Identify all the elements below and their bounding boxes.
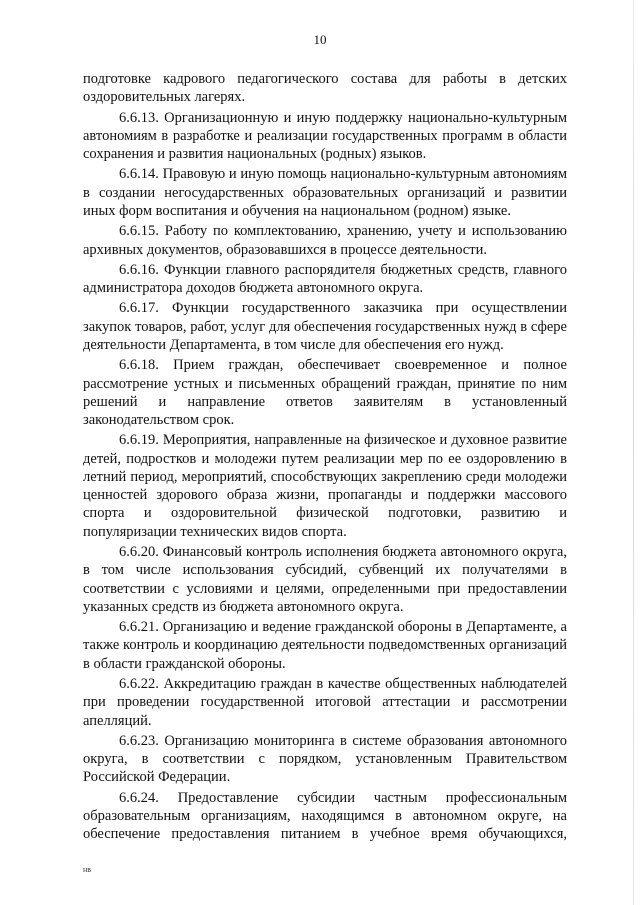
- paragraph-6-6-21: 6.6.21. Организацию и ведение гражданской обороны в Департаменте, а также контроль и координацию деятельности подведомственных организаций в области гражданской обороны.: [83, 619, 567, 672]
- document-body: [83, 70, 567, 846]
- paragraph-6-6-22: 6.6.22. Аккредитацию граждан в качестве общественных наблюдателей при проведении государственной итоговой аттестации и рассмотрении апелляций.: [83, 676, 567, 729]
- paragraph-6-6-20: 6.6.20. Финансовый контроль исполнения бюджета автономного округа, в том числе использования субсидий, субвенций их получателями в соответствии с условиями и целями, определенными при предоставлении указанных средств из бюджета автономного округа.: [83, 544, 567, 615]
- paragraph-6-6-16: 6.6.16. Функции главного распорядителя бюджетных средств, главного администратора доходов бюджета автономного округа.: [83, 261, 567, 297]
- paragraph-6-6-18: 6.6.18. Прием граждан, обеспечивает своевременное и полное рассмотрение устных и письменных обращений граждан, принятие по ним решений и направление ответов заявителям в установленный законодательством срок.: [83, 357, 567, 429]
- paragraph-6-6-24: 6.6.24. Предоставление субсидии частным профессиональным образовательным организациям, находящимся в автономном округе, на обеспечение предоставления питанием в учебное время обучающихся,: [83, 789, 567, 843]
- paragraph-6-6-23: 6.6.23. Организацию мониторинга в системе образования автономного округа, в соответствии с порядком, установленным Правительством Российской Федерации.: [83, 732, 567, 786]
- paragraph-6-6-13: 6.6.13. Организационную и иную поддержку национально-культурным автономиям в разработке и реализации государственных программ в области сохранения и развития национальных (родных) языков.: [83, 109, 567, 163]
- footer-initials: нв: [83, 865, 92, 874]
- paragraph-continuation: подготовке кадрового педагогического состава для работы в детских оздоровительных лагерях.: [83, 71, 567, 106]
- paragraph-6-6-19: 6.6.19. Мероприятия, направленные на физическое и духовное развитие детей, подростков и молодежи путем реализации мер по ее оздоровлению в летний период, мероприятий, способствующих закреплению среди молодежи ценностей здорового образа жизни, пропаганды и поддержки массового спорта и оздоровительной физической подготовки, развитию и популяризации технических видов спорта.: [83, 432, 567, 540]
- paragraph-6-6-17: 6.6.17. Функции государственного заказчика при осуществлении закупок товаров, работ, услуг для обеспечения государственных нужд в сфере деятельности Департамента, в том числе для обеспечения его нужд.: [83, 300, 567, 353]
- page-number: 10: [313, 32, 327, 47]
- scan-edge-line: [633, 0, 634, 905]
- paragraph-6-6-15: 6.6.15. Работу по комплектованию, хранению, учету и использованию архивных документов, образовавшихся в процессе деятельности.: [83, 223, 567, 258]
- paragraph-6-6-14: 6.6.14. Правовую и иную помощь национально-культурным автономиям в создании негосударственных образовательных организаций и развитии иных форм воспитания и обучения на национальном (родном) языке.: [83, 166, 567, 219]
